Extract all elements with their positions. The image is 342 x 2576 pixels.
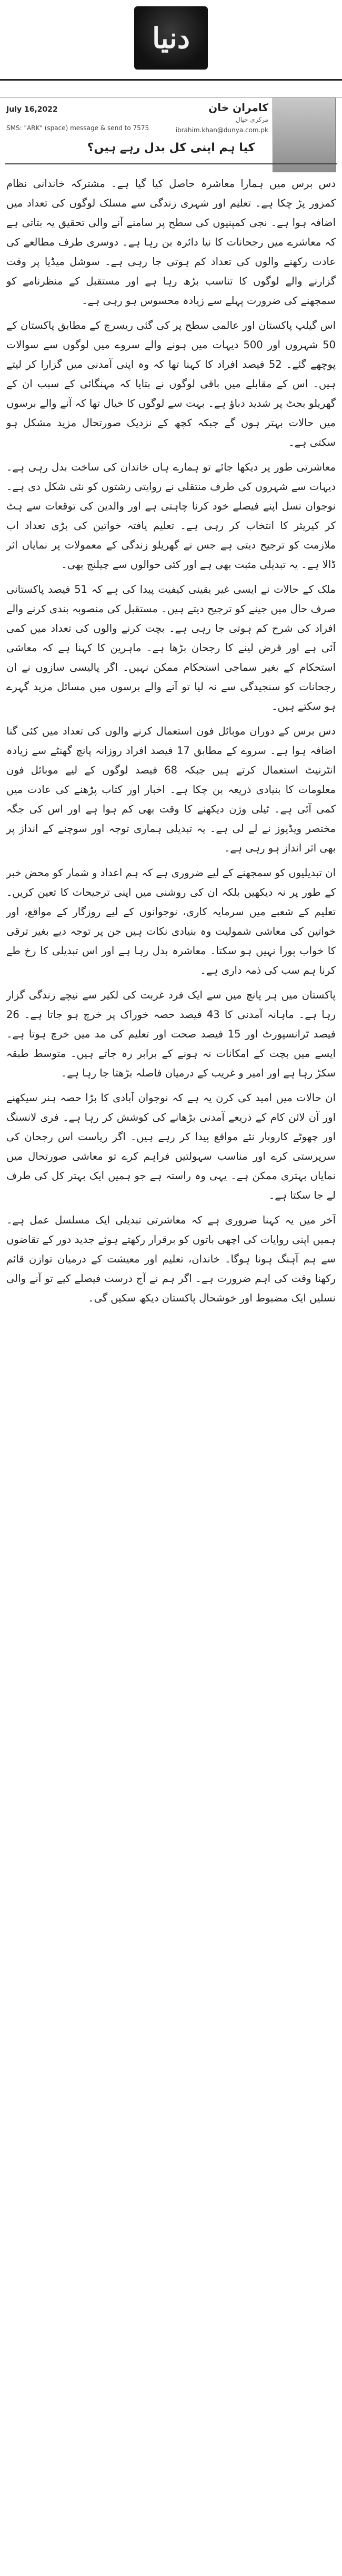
- article-paragraph: آخر میں یہ کہنا ضروری ہے کہ معاشرتی تبدیلی ایک مسلسل عمل ہے۔ ہمیں اپنی روایات کی اچھی باتوں کو برقرار رکھتے ہوئے جدید دور کے تقاضوں سے ہم آہنگ ہونا ہوگا۔ خاندان، تعلیم اور معیشت کے درمیان توازن قائم رکھنا وقت کی اہم ضرورت ہے۔ اگر ہم نے آج درست فیصلے کیے تو آنے والی نسلیں ایک مضبوط اور خوشحال پاکستان دیکھ سکیں گی۔: [6, 1214, 336, 1304]
- headline-divider: [5, 163, 337, 164]
- article-headline: کیا ہم اپنی کل بدل رہے ہیں؟: [87, 141, 255, 154]
- article-paragraph: دس برس کے دوران موبائل فون استعمال کرنے والوں کی تعداد میں کئی گنا اضافہ ہوا ہے۔ سروے کے مطابق 17 فیصد افراد روزانہ پانچ گھنٹے سے زیادہ انٹرنیٹ استعمال کرتے ہیں جبکہ 68 فیصد لوگوں کے لیے موبائل فون معلومات کا بنیادی ذریعہ بن چکا ہے۔ اخبار اور کتاب پڑھنے کی عادت میں کمی آئی ہے۔ ٹیلی وژن دیکھنے کا وقت بھی کم ہوا ہے اور اس کی جگہ مختصر ویڈیوز نے لے لی ہے۔ یہ تبدیلی ہماری توجہ اور سوچنے کے انداز پر بھی اثر انداز ہو رہی ہے۔: [6, 725, 336, 854]
- masthead-divider: [0, 79, 342, 98]
- article-paragraph: دس برس میں ہمارا معاشرہ حاصل کیا گیا ہے۔ مشترکہ خاندانی نظام کمزور پڑ چکا ہے۔ تعلیم اور شہری زندگی سے مسلک لوگوں کی تعداد میں اضافہ ہوا ہے۔ نجی کمپنیوں کی سطح پر سامنے آنے والی تحقیق یہ بتاتی ہے کہ معاشرے میں رجحانات کا نیا دائرہ بن رہا ہے۔ دوسری طرف مطالعے کی عادت رکھنے والوں کی تعداد کم ہوتی جا رہی ہے۔ سوشل میڈیا پر وقت گزارنے والے لوگوں کا تناسب بڑھ رہا ہے اور مستقبل کے منظرنامے کو سمجھنے کی ضرورت پہلے سے زیادہ محسوس ہو رہی ہے۔: [6, 178, 336, 307]
- author-name: کامران خان: [208, 101, 268, 114]
- newspaper-logo: [134, 6, 208, 70]
- article-body: [6, 174, 336, 1313]
- author-email: ibrahim.khan@dunya.com.pk: [175, 126, 268, 134]
- article-paragraph: ان تبدیلیوں کو سمجھنے کے لیے ضروری ہے کہ ہم اعداد و شمار کو محض خبر کے طور پر نہ دیکھیں بلکہ ان کی روشنی میں اپنی ترجیحات کا تعین کریں۔ تعلیم کے شعبے میں سرمایہ کاری، نوجوانوں کے لیے روزگار کے مواقع، اور خواتین کی معاشی شمولیت وہ بنیادی نکات ہیں جن پر توجہ دیے بغیر ترقی کا خواب پورا نہیں ہو سکتا۔ معاشرہ بدل رہا ہے اور اس تبدیلی کا رخ طے کرنا ہم سب کی ذمہ داری ہے۔: [6, 867, 336, 976]
- article-paragraph: ان حالات میں امید کی کرن یہ ہے کہ نوجوان آبادی کا بڑا حصہ ہنر سیکھنے اور آن لائن کام کے ذریعے آمدنی بڑھانے کی کوشش کر رہا ہے۔ فری لانسنگ اور چھوٹے کاروبار نئے مواقع پیدا کر رہے ہیں۔ اگر ریاست اس رجحان کی سرپرستی کرے اور مناسب سہولتیں فراہم کرے تو معاشی صورتحال میں نمایاں بہتری ممکن ہے۔ یہی وہ راستہ ہے جو ہمیں ایک بہتر کل کی طرف لے جا سکتا ہے۔: [6, 1092, 336, 1201]
- sms-contact: SMS: "ARK" (space) message & send to 7575: [6, 124, 149, 132]
- article-paragraph: اس گیلپ پاکستان اور عالمی سطح پر کی گئی ریسرچ کے مطابق پاکستان کے 50 شہروں اور 500 دیہات میں ہونے والے سروے میں لوگوں سے سوالات پوچھے گئے۔ 52 فیصد افراد کا کہنا تھا کہ وہ اپنی آمدنی میں گزارا کر لیتے ہیں۔ اس کے مقابلے میں باقی لوگوں نے بتایا کہ مہنگائی کے سبب ان کے گھریلو بجٹ پر شدید دباؤ ہے۔ بہت سے لوگوں کا خیال تھا کہ آنے والے برسوں میں حالات بہتر ہوں گے جبکہ کچھ کے نزدیک صورتحال مزید مشکل ہو سکتی ہے۔: [6, 319, 336, 448]
- author-subtitle: مرکزی خیال: [235, 116, 268, 123]
- author-photo: [273, 97, 336, 172]
- logo-text: دنیا: [152, 21, 190, 55]
- article-paragraph: پاکستان میں ہر پانچ میں سے ایک فرد غربت کی لکیر سے نیچے زندگی گزار رہا ہے۔ ماہانہ آمدنی کا 43 فیصد حصہ خوراک پر خرچ ہو جاتا ہے۔ 26 فیصد ٹرانسپورٹ اور 15 فیصد صحت اور تعلیم کی مد میں خرچ ہوتا ہے۔ ایسے میں بچت کے امکانات نہ ہونے کے برابر رہ جاتے ہیں۔ متوسط طبقہ سکڑ رہا ہے اور امیر و غریب کے درمیان فاصلہ بڑھتا جا رہا ہے۔: [6, 989, 336, 1079]
- masthead: [0, 0, 342, 137]
- article-paragraph: معاشرتی طور پر دیکھا جائے تو ہمارے ہاں خاندان کی ساخت بدل رہی ہے۔ دیہات سے شہروں کی طرف منتقلی نے روایتی رشتوں کو نئی شکل دی ہے۔ نوجوان نسل اپنے فیصلے خود کرنا چاہتی ہے اور والدین کی توقعات سے ہٹ کر کیریئر کا انتخاب کر رہی ہے۔ تعلیم یافتہ خواتین کی بڑی تعداد اب ملازمت کو ترجیح دیتی ہے جس نے گھریلو زندگی کے معمولات پر نمایاں اثر ڈالا ہے۔ یہ تبدیلی مثبت بھی ہے اور کئی حوالوں سے چیلنج بھی۔: [6, 461, 336, 571]
- publication-date: July 16,2022: [6, 105, 58, 114]
- article-paragraph: ملک کے حالات نے ایسی غیر یقینی کیفیت پیدا کی ہے کہ 51 فیصد پاکستانی صرف حال میں جینے کو ترجیح دیتے ہیں۔ مستقبل کی منصوبہ بندی کرنے والے افراد کی شرح کم ہوتی جا رہی ہے۔ بچت کرنے والوں کی تعداد میں کمی آئی ہے اور قرض لینے کا رجحان بڑھا ہے۔ ماہرین کا کہنا ہے کہ معاشی استحکام کے بغیر سماجی استحکام ممکن نہیں۔ اگر پالیسی سازوں نے ان رجحانات کو سنجیدگی سے نہ لیا تو آنے والے برسوں میں مسائل مزید گہرے ہو سکتے ہیں۔: [6, 583, 336, 712]
